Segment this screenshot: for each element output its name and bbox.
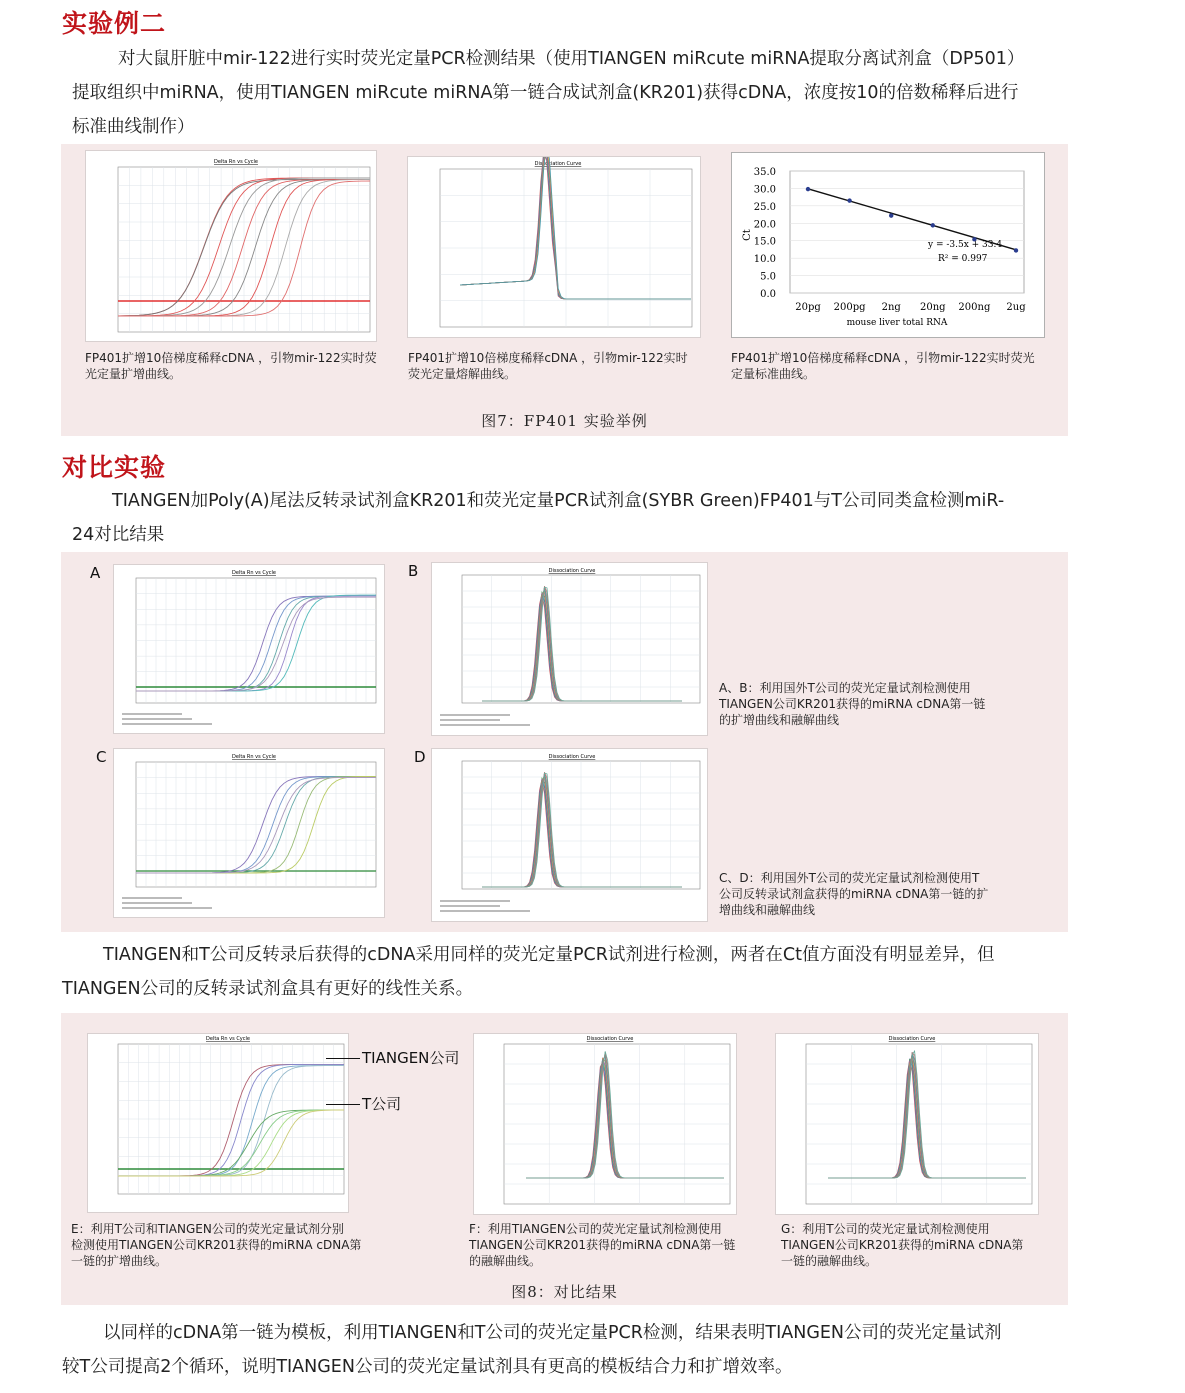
chart-c-amplification — [113, 748, 385, 918]
x-tick-label: 20ng — [920, 302, 946, 313]
chart-e-amplification — [87, 1033, 349, 1213]
caption-line: 一链的扩增曲线。 — [71, 1254, 168, 1268]
note-line: C、D：利用国外T公司的荧光定量试剂检测使用T — [719, 871, 980, 885]
caption-line: FP401扩增10倍梯度稀释cDNA ，引物mir-122实时荧 — [85, 351, 377, 365]
data-point — [1014, 248, 1018, 252]
caption-line: 的融解曲线。 — [469, 1254, 542, 1268]
x-axis-label: mouse liver total RNA — [846, 318, 948, 328]
y-tick-label: 5.0 — [760, 271, 776, 283]
note-ab — [719, 680, 985, 728]
note-cd — [719, 870, 988, 918]
conclusion-line-1: TIANGEN和T公司反转录后获得的cDNA采用同样的荧光定量PCR试剂进行检测，两者在Ct值方面没有明显差异，但 — [103, 945, 995, 965]
y-tick-label: 30.0 — [753, 184, 776, 196]
section-heading-example2: 实验例二 — [62, 9, 167, 38]
y-tick-label: 10.0 — [753, 254, 776, 266]
conclusion-line-2: TIANGEN公司的反转录试剂盒具有更好的线性关系。 — [62, 979, 474, 999]
fig7-caption-standard — [731, 350, 1035, 382]
fig7-melt-chart — [407, 156, 701, 338]
intro-line-1: 对大鼠肝脏中mir-122进行实时荧光定量PCR检测结果（使用TIANGEN miRcute miRNA提取分离试剂盒（DP501） — [118, 49, 1025, 69]
panel-label-d: D — [414, 748, 426, 766]
y-axis-label: Ct — [742, 229, 753, 241]
x-tick-label: 200ng — [958, 302, 991, 313]
figure-8-caption: 图8：对比结果 — [511, 1283, 618, 1301]
r-squared-label: R² = 0.997 — [938, 254, 988, 264]
caption-line: 一链的融解曲线。 — [781, 1254, 878, 1268]
chart-b-svg — [432, 563, 707, 735]
y-tick-label: 20.0 — [753, 219, 776, 231]
panel-label-b: B — [408, 562, 419, 580]
chart-e-svg — [88, 1034, 348, 1212]
y-tick-label: 35.0 — [753, 167, 776, 178]
caption-line: FP401扩增10倍梯度稀释cDNA ，引物mir-122实时 — [408, 351, 688, 365]
comparison-intro-line-1: TIANGEN加Poly(A)尾法反转录试剂盒KR201和荧光定量PCR试剂盒(SYBR Green)FP401与T公司同类盒检测miR- — [112, 491, 1005, 511]
x-tick-label: 20pg — [795, 302, 821, 313]
fig8-caption-f — [469, 1221, 735, 1269]
fig7-amp-title: Delta Rn vs Cycle — [214, 159, 258, 165]
chart-a-title: Delta Rn vs Cycle — [232, 570, 276, 576]
comparison-intro-line-2: 24对比结果 — [72, 525, 165, 545]
caption-line: TIANGEN公司KR201获得的miRNA cDNA第一链 — [469, 1238, 736, 1252]
section-heading-comparison: 对比实验 — [62, 453, 167, 482]
caption-line: F：利用TIANGEN公司的荧光定量试剂检测使用 — [469, 1222, 722, 1236]
panel-label-c: C — [96, 748, 107, 766]
chart-d-melt — [431, 748, 708, 922]
figure-8-panel — [61, 1013, 1068, 1305]
equation-label: y = -3.5x + 33.4 — [928, 240, 1003, 250]
fig8-caption-g — [781, 1221, 1023, 1269]
figure-7-caption: 图7：FP401 实验举例 — [481, 412, 648, 430]
chart-a-svg — [114, 565, 384, 733]
y-tick-label: 0.0 — [760, 289, 776, 300]
chart-f-melt — [473, 1033, 737, 1215]
data-point — [931, 223, 935, 227]
panel-label-a: A — [90, 564, 101, 582]
fig8-caption-e — [71, 1221, 361, 1269]
caption-line: 检测使用TIANGEN公司KR201获得的miRNA cDNA第 — [71, 1238, 362, 1252]
label-t-text: T公司 — [362, 1095, 402, 1113]
fig7-standard-curve-chart — [731, 152, 1045, 338]
fig7-melt-svg — [408, 157, 700, 337]
chart-a-amplification — [113, 564, 385, 734]
chart-d-title: Dissociation Curve — [548, 754, 596, 760]
data-point — [847, 198, 851, 202]
final-line-2: 较T公司提高2个循环，说明TIANGEN公司的荧光定量试剂具有更高的模板结合力和扩增效率。 — [62, 1357, 793, 1377]
note-line: 增曲线和融解曲线 — [719, 903, 816, 917]
label-tiangen-text: TIANGEN公司 — [362, 1049, 460, 1067]
chart-d-svg — [432, 749, 707, 921]
leader-line — [326, 1058, 360, 1059]
chart-g-svg — [776, 1034, 1038, 1214]
intro-line-3: 标准曲线制作） — [72, 117, 195, 137]
data-point — [806, 187, 810, 191]
y-tick-label: 25.0 — [753, 201, 776, 213]
chart-b-melt — [431, 562, 708, 736]
caption-line: 荧光定量熔解曲线。 — [408, 367, 517, 381]
fig7-amplification-chart — [85, 150, 377, 342]
chart-c-title: Delta Rn vs Cycle — [232, 754, 276, 760]
fig7-melt-title: Dissociation Curve — [534, 161, 582, 167]
chart-f-title: Dissociation Curve — [586, 1036, 634, 1042]
note-line: A、B：利用国外T公司的荧光定量试剂检测使用 — [719, 681, 971, 695]
caption-line: E：利用T公司和TIANGEN公司的荧光定量试剂分别 — [71, 1222, 344, 1236]
caption-line: G：利用T公司的荧光定量试剂检测使用 — [781, 1222, 990, 1236]
chart-e-title: Delta Rn vs Cycle — [206, 1036, 250, 1042]
data-point — [889, 213, 893, 217]
comparison-figure-panel — [61, 552, 1068, 932]
x-tick-label: 2ug — [1006, 302, 1026, 313]
final-line-1: 以同样的cDNA第一链为模板，利用TIANGEN和T公司的荧光定量PCR检测，结果表明TIANGEN公司的荧光定量试剂 — [103, 1323, 1002, 1343]
caption-line: 光定量扩增曲线。 — [85, 367, 182, 381]
chart-g-melt — [775, 1033, 1039, 1215]
chart-b-title: Dissociation Curve — [548, 568, 596, 574]
note-line: 的扩增曲线和融解曲线 — [719, 713, 840, 727]
y-tick-label: 15.0 — [753, 236, 776, 248]
standard-curve-svg — [732, 153, 1044, 337]
caption-line: 定量标准曲线。 — [731, 367, 816, 381]
fig7-amp-svg — [86, 151, 376, 341]
note-line: 公司反转录试剂盒获得的miRNA cDNA第一链的扩 — [719, 887, 989, 901]
figure-7-panel — [61, 144, 1068, 436]
leader-line — [326, 1104, 360, 1105]
note-line: TIANGEN公司KR201获得的miRNA cDNA第一链 — [719, 697, 986, 711]
plot-area — [790, 171, 1024, 293]
x-tick-label: 2ng — [881, 302, 901, 313]
caption-line: FP401扩增10倍梯度稀释cDNA ，引物mir-122实时荧光 — [731, 351, 1035, 365]
chart-g-title: Dissociation Curve — [888, 1036, 936, 1042]
chart-f-svg — [474, 1034, 736, 1214]
caption-line: TIANGEN公司KR201获得的miRNA cDNA第 — [781, 1238, 1024, 1252]
label-tiangen — [326, 1047, 459, 1068]
intro-line-2: 提取组织中miRNA，使用TIANGEN miRcute miRNA第一链合成试剂盒(KR201)获得cDNA，浓度按10的倍数稀释后进行 — [72, 83, 1019, 103]
chart-c-svg — [114, 749, 384, 917]
x-tick-label: 200pg — [833, 302, 866, 313]
fig7-caption-amp — [85, 350, 377, 382]
fig7-caption-melt — [408, 350, 688, 382]
label-t-company — [326, 1093, 401, 1114]
